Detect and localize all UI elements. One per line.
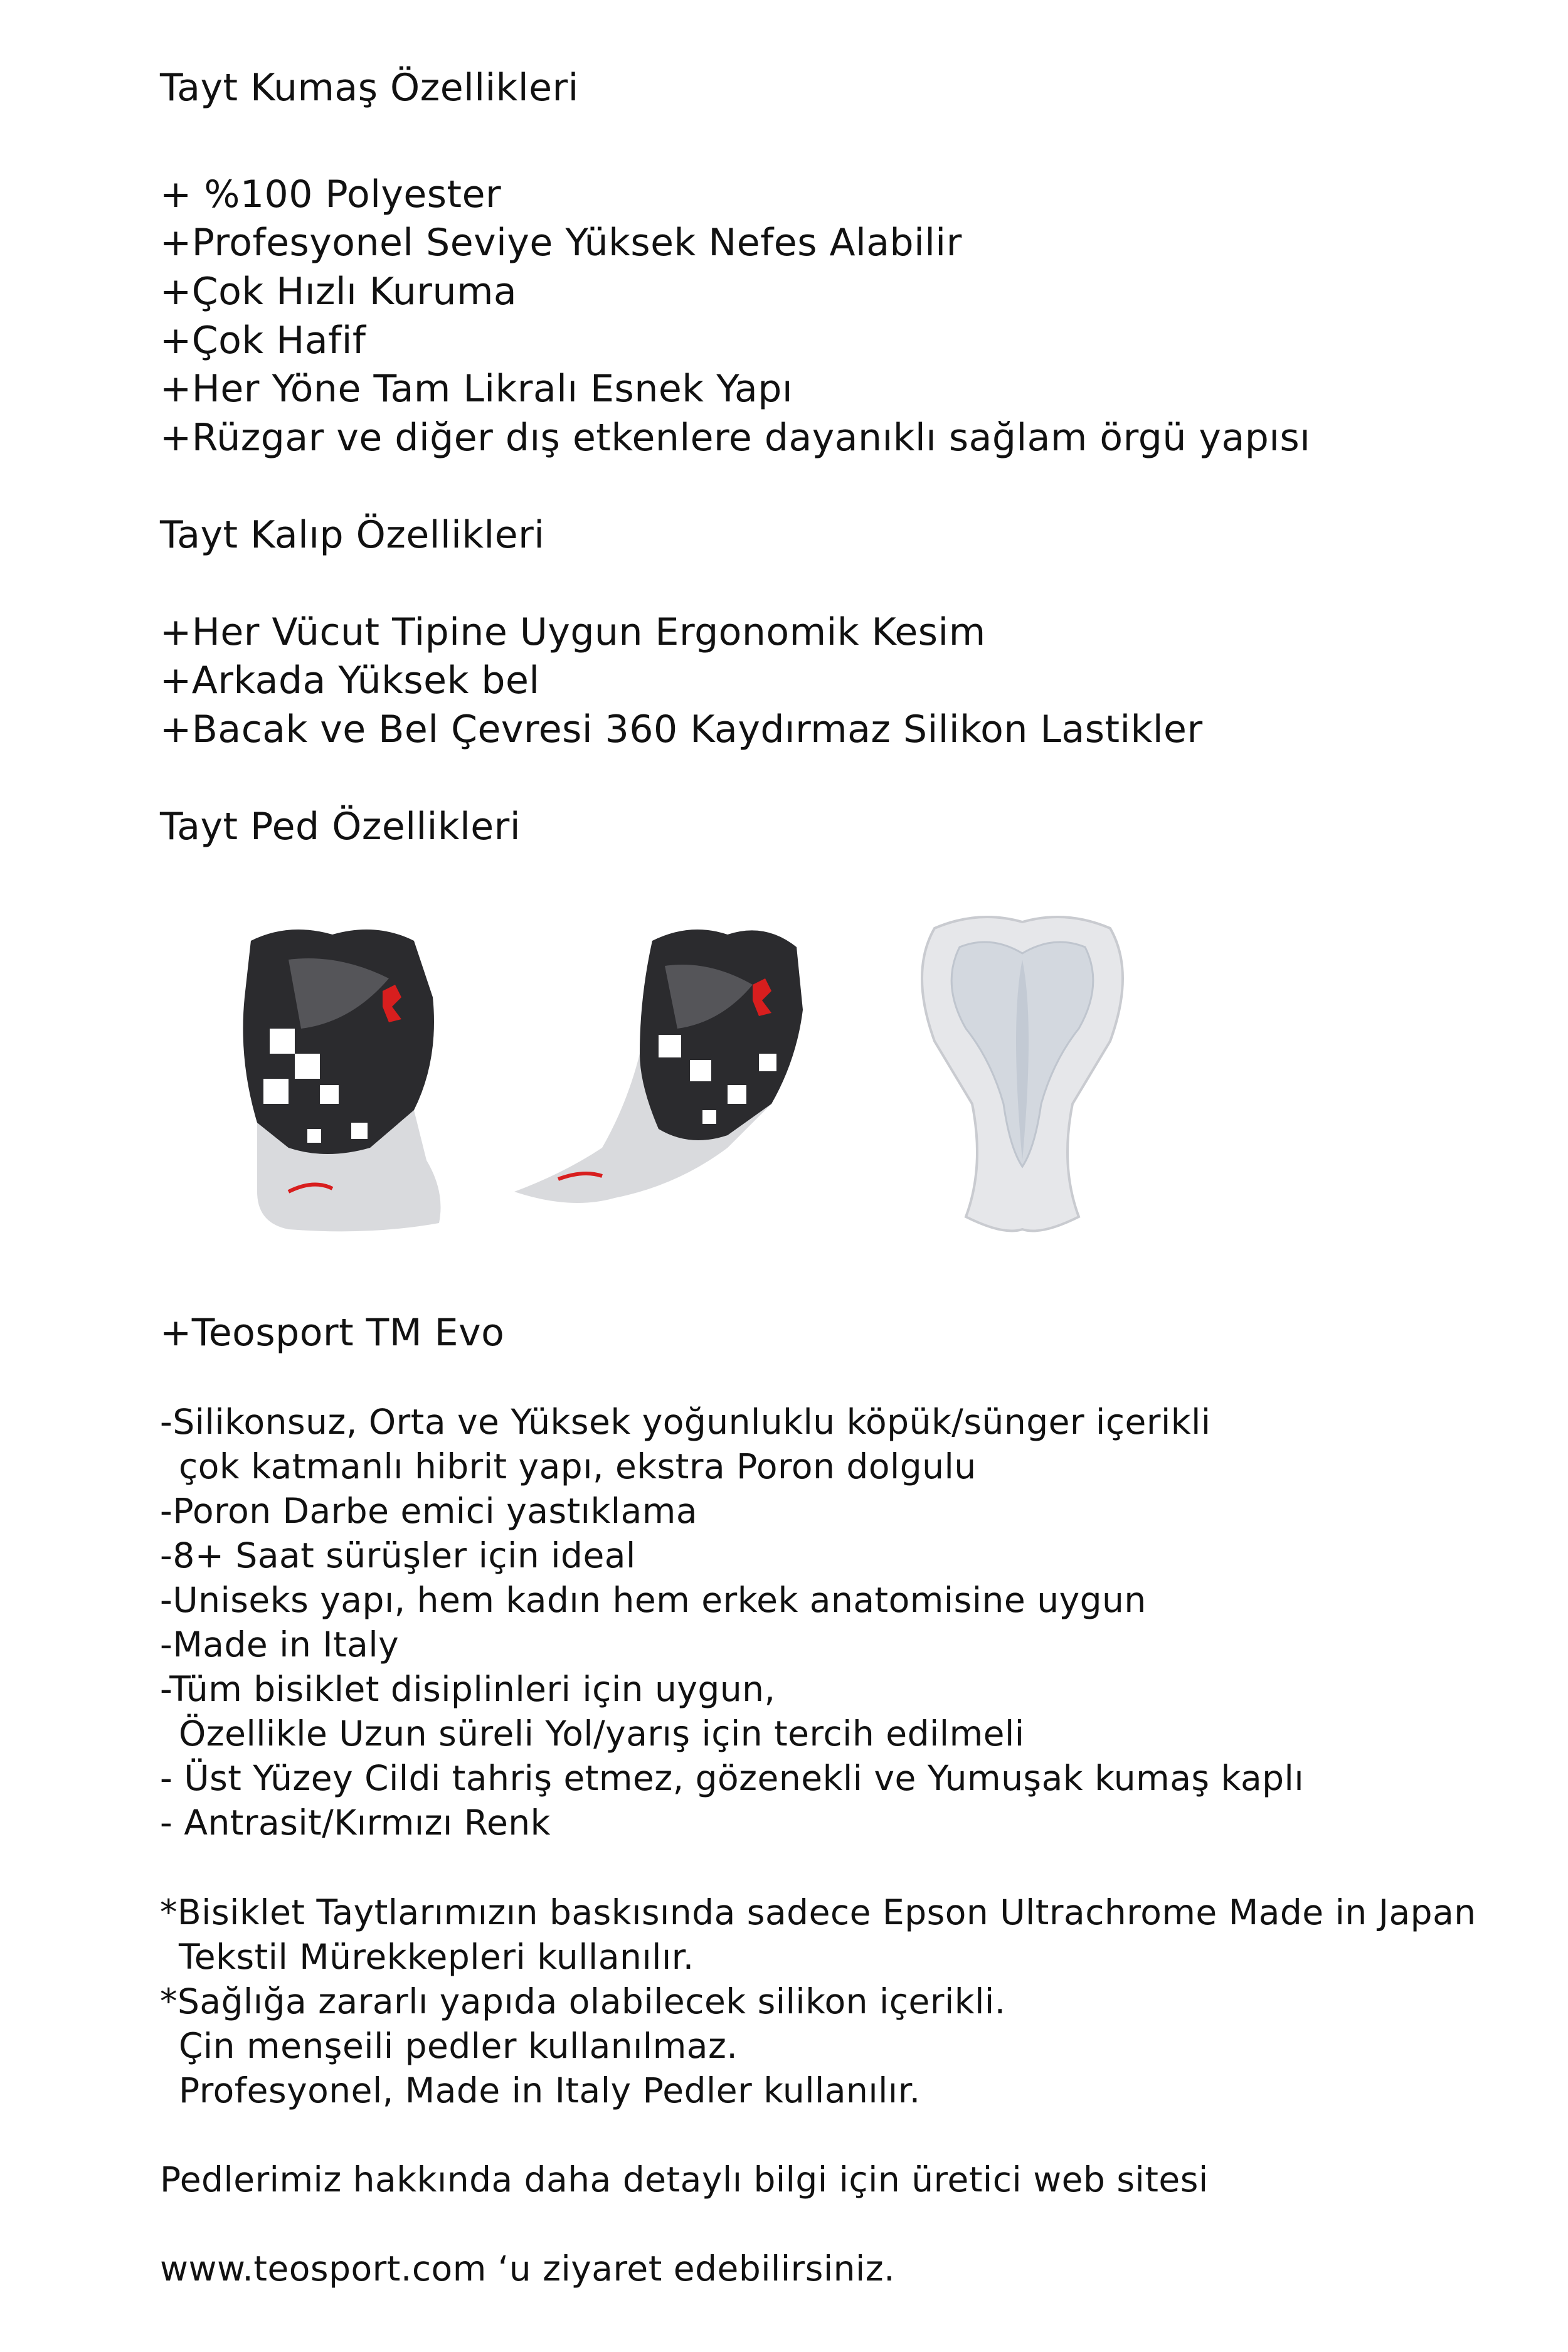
footer-website: www.teosport.com ‘u ziyaret edebilirsiniz.: [160, 2249, 896, 2289]
fabric-item: +Profesyonel Seviye Yüksek Nefes Alabilir: [160, 221, 962, 265]
pad-model: +Teosport TM Evo: [160, 1311, 505, 1355]
note-line: *Sağlığa zararlı yapıda olabilecek silikon içerikli.: [160, 1981, 1006, 2021]
fabric-item: + %100 Polyester: [160, 172, 502, 216]
footer-info: Pedlerimiz hakkında daha detaylı bilgi için üretici web sitesi: [160, 2159, 1209, 2200]
pad-images: [163, 897, 1192, 1248]
pad-item: -Uniseks yapı, hem kadın hem erkek anatomisine uygun: [160, 1580, 1147, 1620]
pad-side-view-image: [243, 930, 441, 1231]
pattern-item: +Her Vücut Tipine Uygun Ergonomik Kesim: [160, 610, 986, 654]
pad-item: - Üst Yüzey Cildi tahriş etmez, gözenekli ve Yumuşak kumaş kaplı: [160, 1758, 1305, 1798]
note-line: Çin menşeili pedler kullanılmaz.: [179, 2026, 738, 2066]
note-line: Profesyonel, Made in Italy Pedler kullanılır.: [179, 2070, 921, 2111]
pad-item: Özellikle Uzun süreli Yol/yarış için tercih edilmeli: [179, 1714, 1025, 1754]
pad-item: -8+ Saat sürüşler için ideal: [160, 1535, 636, 1576]
fabric-heading: Tayt Kumaş Özellikleri: [160, 66, 579, 110]
pad-item: çok katmanlı hibrit yapı, ekstra Poron dolgulu: [179, 1446, 977, 1486]
note-line: *Bisiklet Taytlarımızın baskısında sadece Epson Ultrachrome Made in Japan: [160, 1892, 1476, 1932]
pad-item: -Tüm bisiklet disiplinleri için uygun,: [160, 1669, 776, 1709]
pattern-heading: Tayt Kalıp Özellikleri: [160, 513, 545, 557]
pad-item: -Silikonsuz, Orta ve Yüksek yoğunluklu köpük/sünger içerikli: [160, 1402, 1211, 1442]
fabric-item: +Her Yöne Tam Likralı Esnek Yapı: [160, 367, 793, 411]
pad-item: - Antrasit/Kırmızı Renk: [160, 1803, 551, 1843]
pad-top-view-image: [922, 917, 1123, 1231]
pad-angled-view-image: [514, 930, 803, 1203]
fabric-item: +Çok Hızlı Kuruma: [160, 270, 517, 314]
pad-item: -Poron Darbe emici yastıklama: [160, 1491, 698, 1531]
note-line: Tekstil Mürekkepleri kullanılır.: [179, 1937, 694, 1977]
pad-heading: Tayt Ped Özellikleri: [160, 805, 521, 849]
pad-item: -Made in Italy: [160, 1624, 400, 1665]
pattern-item: +Bacak ve Bel Çevresi 360 Kaydırmaz Silikon Lastikler: [160, 707, 1203, 751]
fabric-item: +Çok Hafif: [160, 319, 366, 363]
pattern-item: +Arkada Yüksek bel: [160, 659, 540, 702]
fabric-item: +Rüzgar ve diğer dış etkenlere dayanıklı sağlam örgü yapısı: [160, 416, 1311, 460]
